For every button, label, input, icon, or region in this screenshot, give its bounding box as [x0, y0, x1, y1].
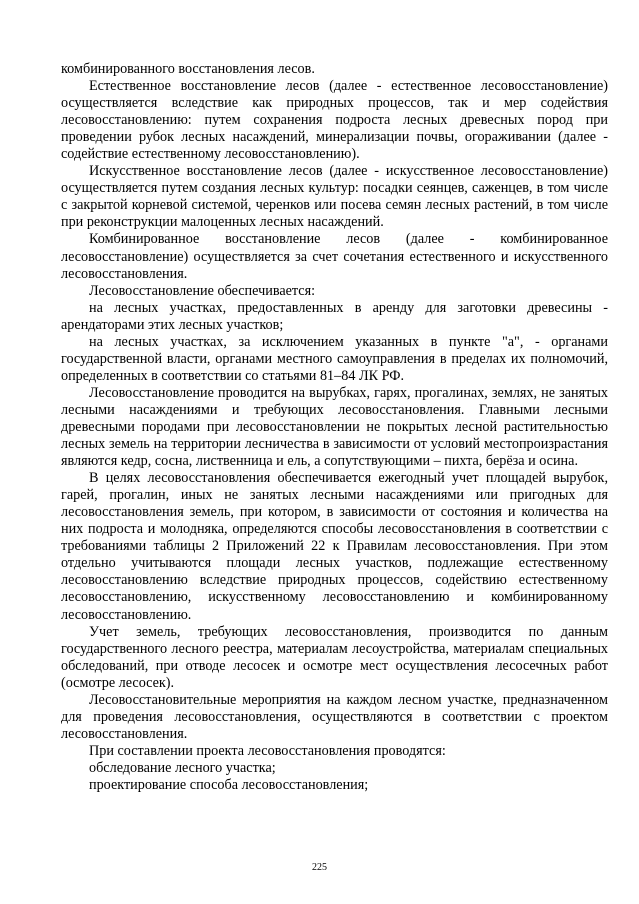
paragraph-provision-intro: Лесовосстановление обеспечивается:	[89, 282, 316, 299]
paragraph-natural-reforestation: Естественное восстановление лесов (далее - естественное лесовосстановление) осуществляется вследствие как природных процессов, так и мер содействия лесовосстановлению: путем сохранения подроста лесных древесных пород при проведении рубок лесных насаждений, минерализации почвы, огораживании (далее - содействие естественному лесовосстановлению).	[61, 78, 608, 163]
paragraph-project-method: проектирование способа лесовосстановления;	[89, 776, 369, 793]
paragraph-continuation: комбинированного восстановления лесов.	[61, 61, 315, 77]
paragraph-provision-authorities: на лесных участках, за исключением указанных в пункте "а", - органами государственной власти, органами местного самоуправления в пределах их полномочий, определенных в соответствии со статьями 81–84 ЛК РФ.	[61, 333, 608, 384]
body-text	[61, 61, 608, 794]
paragraph-artificial-reforestation: Искусственное восстановление лесов (далее - искусственное лесовосстановление) осуществляется путем создания лесных культур: посадки сеянцев, саженцев, в том числе с закрытой корневой системой, черенков или посева семян лесных растений, в том числе при реконструкции малоценных лесных насаждений.	[61, 163, 608, 231]
paragraph-reforestation-sites: Лесовосстановление проводится на вырубках, гарях, прогалинах, землях, не занятых лесными насаждениями и требующих лесовосстановления. Главными лесными древесными породами при лесовосстановлении не покрытых лесной растительностью лесных земель на территории лесничества в зависимости от условий местопроизрастания являются кедр, сосна, лиственница и ель, а сопутствующими – пихта, берёза и осина.	[61, 384, 608, 470]
paragraph-land-accounting: Учет земель, требующих лесовосстановления, производится по данным государственного лесного реестра, материалам лесоустройства, материалам специальных обследований, при отводе лесосек и осмотре мест осуществления лесосечных работ (осмотре лесосек).	[61, 623, 608, 691]
paragraph-project-survey: обследование лесного участка;	[89, 759, 276, 776]
paragraph-measures-project: Лесовосстановительные мероприятия на каждом лесном участке, предназначенном для проведения лесовосстановления, осуществляются в соответствии с проектом лесовосстановления.	[61, 691, 608, 742]
paragraph-project-intro: При составлении проекта лесовосстановления проводятся:	[89, 742, 446, 759]
page-number: 225	[312, 862, 327, 873]
paragraph-annual-accounting: В целях лесовосстановления обеспечивается ежегодный учет площадей вырубок, гарей, прогалин, иных не занятых лесными насаждениями или пригодных для лесовосстановления земель, при котором, в зависимости от состояния и количества на них подроста и молодняка, определяются способы лесовосстановления в соответствии с требованиями таблицы 2 Приложений 22 к Правилам лесовосстановления. При этом отдельно учитываются площади лесных участков, подлежащие естественному лесовосстановлению вследствие природных процессов, содействию естественному лесовосстановлению, искусственному лесовосстановлению и комбинированному лесовосстановлению.	[61, 470, 608, 623]
paragraph-combined-reforestation: Комбинированное восстановление лесов (далее - комбинированное лесовосстановление) осуществляется за счет сочетания естественного и искусственного лесовосстановления.	[61, 231, 608, 282]
paragraph-provision-leased: на лесных участках, предоставленных в аренду для заготовки древесины - арендаторами этих лесных участков;	[61, 299, 608, 333]
